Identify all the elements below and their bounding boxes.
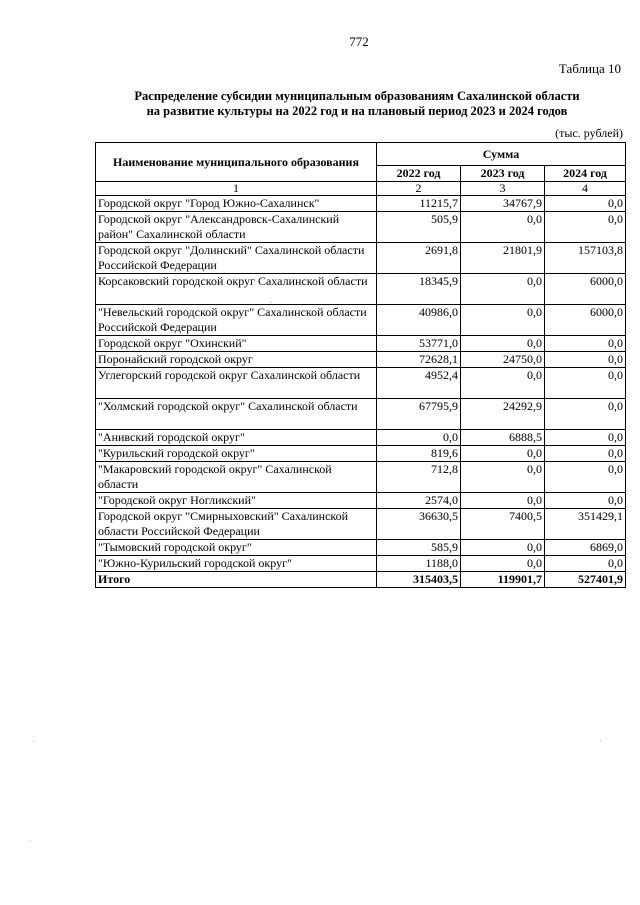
value-2023: 24750,0 [461,352,545,368]
value-2024: 6869,0 [545,540,626,556]
value-2022: 40986,0 [377,305,461,336]
value-2024: 0,0 [545,336,626,352]
municipality-name: "Тымовский городской округ" [96,540,377,556]
municipality-name: Городской округ "Город Южно-Сахалинск" [96,196,377,212]
value-2022: 2574,0 [377,493,461,509]
table-row [96,509,626,540]
municipality-name: "Городской округ Ногликский" [96,493,377,509]
value-2023: 0,0 [461,212,545,243]
column-index: 1 [96,182,377,196]
value-2024: 6000,0 [545,274,626,305]
municipality-name: "Курильский городской округ" [96,446,377,462]
table-label: Таблица 10 [558,61,621,76]
value-2023: 0,0 [461,493,545,509]
municipality-name: "Макаровский городской округ" Сахалинской области [96,462,377,493]
total-2024: 527401,9 [545,572,626,588]
table-row [96,430,626,446]
value-2024: 0,0 [545,493,626,509]
value-2022: 505,9 [377,212,461,243]
table-title [92,89,622,119]
municipality-name: Корсаковский городской округ Сахалинской области [96,274,377,305]
table-row [96,212,626,243]
value-2024: 6000,0 [545,305,626,336]
value-2022: 4952,4 [377,368,461,399]
value-2022: 1188,0 [377,556,461,572]
value-2022: 0,0 [377,430,461,446]
value-2023: 21801,9 [461,243,545,274]
header-2023: 2023 год [461,166,545,182]
table-row [96,399,626,430]
value-2022: 819,6 [377,446,461,462]
scan-speck [30,840,31,841]
value-2024: 351429,1 [545,509,626,540]
value-2023: 0,0 [461,336,545,352]
table-row [96,352,626,368]
table-row [96,274,626,305]
units-label: (тыс. рублей) [555,126,623,140]
scan-speck [600,740,601,741]
table-row [96,336,626,352]
value-2022: 67795,9 [377,399,461,430]
municipality-name: Углегорский городской округ Сахалинской области [96,368,377,399]
table-row [96,446,626,462]
value-2022: 53771,0 [377,336,461,352]
value-2023: 0,0 [461,368,545,399]
value-2024: 0,0 [545,556,626,572]
value-2024: 0,0 [545,399,626,430]
value-2024: 0,0 [545,462,626,493]
value-2023: 24292,9 [461,399,545,430]
value-2022: 712,8 [377,462,461,493]
value-2024: 0,0 [545,368,626,399]
value-2023: 6888,5 [461,430,545,446]
table-row [96,462,626,493]
municipality-name: Городской округ "Александровск-Сахалинский район" Сахалинской области [96,212,377,243]
header-2022: 2022 год [377,166,461,182]
total-2023: 119901,7 [461,572,545,588]
value-2024: 0,0 [545,430,626,446]
header-sum: Сумма [377,143,626,166]
value-2022: 11215,7 [377,196,461,212]
header-name: Наименование муниципального образования [96,143,377,182]
value-2024: 157103,8 [545,243,626,274]
table-row [96,368,626,399]
total-label: Итого [96,572,377,588]
value-2024: 0,0 [545,196,626,212]
table-row [96,243,626,274]
scan-speck [271,302,272,303]
value-2023: 0,0 [461,305,545,336]
value-2023: 0,0 [461,462,545,493]
subsidy-table [95,142,626,588]
value-2023: 0,0 [461,556,545,572]
page-number: 772 [349,34,369,49]
value-2024: 0,0 [545,212,626,243]
value-2024: 0,0 [545,446,626,462]
table-row [96,196,626,212]
title-line-2: на развитие культуры на 2022 год и на плановый период 2023 и 2024 годов [146,104,568,118]
table-row [96,540,626,556]
municipality-name: "Южно-Курильский городской округ" [96,556,377,572]
value-2024: 0,0 [545,352,626,368]
municipality-name: Городской округ "Охинский" [96,336,377,352]
municipality-name: Городской округ "Смирныховский" Сахалинской области Российской Федерации [96,509,377,540]
scan-speck [33,741,34,742]
municipality-name: Поронайский городской округ [96,352,377,368]
value-2023: 34767,9 [461,196,545,212]
table-row [96,493,626,509]
municipality-name: Городской округ "Долинский" Сахалинской области Российской Федерации [96,243,377,274]
value-2022: 585,9 [377,540,461,556]
value-2022: 2691,8 [377,243,461,274]
value-2022: 36630,5 [377,509,461,540]
header-2024: 2024 год [545,166,626,182]
title-line-1: Распределение субсидии муниципальным образованиям Сахалинской области [134,89,580,103]
column-index: 2 [377,182,461,196]
value-2023: 7400,5 [461,509,545,540]
column-index: 3 [461,182,545,196]
total-row [96,572,626,588]
table-row [96,305,626,336]
value-2023: 0,0 [461,540,545,556]
table-row [96,556,626,572]
column-index: 4 [545,182,626,196]
value-2023: 0,0 [461,446,545,462]
municipality-name: "Анивский городской округ" [96,430,377,446]
municipality-name: "Невельский городской округ" Сахалинской области Российской Федерации [96,305,377,336]
value-2022: 18345,9 [377,274,461,305]
value-2023: 0,0 [461,274,545,305]
value-2022: 72628,1 [377,352,461,368]
municipality-name: "Холмский городской округ" Сахалинской области [96,399,377,430]
total-2022: 315403,5 [377,572,461,588]
